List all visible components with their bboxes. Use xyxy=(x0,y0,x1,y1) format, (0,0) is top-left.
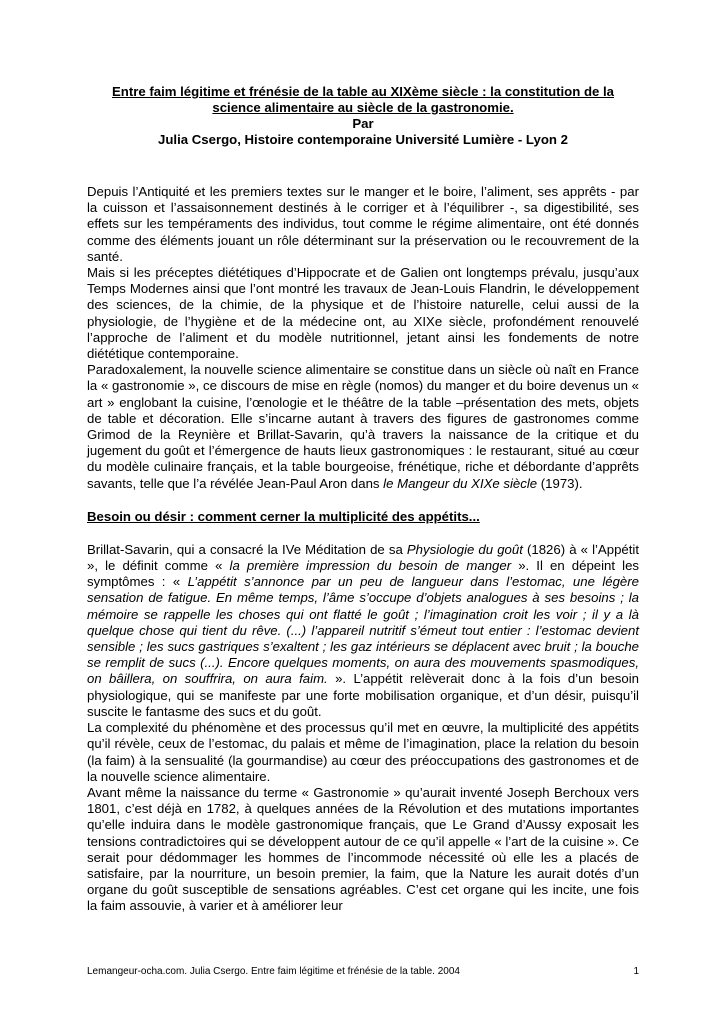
paragraph-4-text-a: Brillat-Savarin, qui a consacré la IVe Méditation de sa xyxy=(87,541,407,557)
title-author: Julia Csergo, Histoire contemporaine Université Lumière - Lyon 2 xyxy=(158,132,568,147)
section-heading: Besoin ou désir : comment cerner la multiplicité des appétits... xyxy=(87,508,480,524)
title-par: Par xyxy=(352,116,374,131)
paragraph-1: Depuis l’Antiquité et les premiers textes sur le manger et le boire, l’aliment, ses apprêts - par la cuisson et l’assaisonnement destinés à le corriger et à l’équilibrer -, sa digestibilité, ses effets sur les tempéraments des individus, tout comme le régime alimentaire, ont été donnés comme des éléments jouant un rôle déterminant sur la préservation ou le recouvrement de la santé. xyxy=(87,184,639,264)
paragraph-4 xyxy=(87,542,639,720)
paragraph-4-text-b: (1826) à « l’Appétit », le définit comme « xyxy=(87,541,639,574)
paragraph-6: Avant même la naissance du terme « Gastronomie » qu’aurait inventé Joseph Berchoux vers 1801, c’est déjà en 1782, à quelques années de la Révolution et des mutations importantes qu’elle induira dans le modèle gastronomique français, que Le Grand d’Aussy exposait les tensions contradictoires qui se développent autour de ce qu’il appelle « l’art de la cuisine ». Ce serait pour dédommager les hommes de l’incommode nécessité où elle les a placés de satisfaire, par la nourriture, un besoin premier, la faim, que la Nature les aurait dotés d’un organe du goût susceptible de sensations agréables. C’est cet organe qui les incite, une fois la faim assouvie, à varier et à améliorer leur xyxy=(87,784,639,914)
paragraph-5: La complexité du phénomène et des processus qu’il met en œuvre, la multiplicité des appétits qu’il révèle, ceux de l’estomac, du palais et même de l’imagination, place la relation du besoin (la faim) à la sensualité (la gourmandise) au cœur des préoccupations des gastronomes et de la nouvelle science alimentaire. xyxy=(87,720,639,784)
paragraph-4-italic-definition: la première impression du besoin de manger xyxy=(229,558,512,574)
paragraph-4-text-d: ». L’appétit relèverait donc à la fois d’un besoin physiologique, qui se manifeste par une forte mobilisation organique, et d’un désir, puisqu’il suscite le fantasme des sucs et du goût. xyxy=(87,671,639,719)
paragraph-4-italic-book: Physiologie du goût xyxy=(406,541,523,557)
page-footer xyxy=(87,966,639,978)
footer-text: Lemangeur-ocha.com. Julia Csergo. Entre faim légitime et frénésie de la table. 2004 xyxy=(87,966,460,977)
document-page xyxy=(87,84,639,915)
paragraph-4-text-c: ». Il en dépeint les symptômes : « xyxy=(87,558,639,590)
paragraph-3-italic-title: le Mangeur du XIXe siècle xyxy=(383,475,538,491)
paragraph-3-end: (1973). xyxy=(537,475,583,491)
paragraph-2: Mais si les préceptes diététiques d’Hippocrate et de Galien ont longtemps prévalu, jusqu’aux Temps Modernes ainsi que l’ont montré les travaux de Jean-Louis Flandrin, le développement des sciences, de la chimie, de la physique et de l’histoire naturelle, celui aussi de la physiologie, de l’hygiène et de la médecine ont, au XIXe siècle, profondément renouvelé l’approche de l’aliment et du modèle nutritionnel, jetant ainsi les fondements de notre diététique contemporaine. xyxy=(87,265,639,362)
paragraph-3 xyxy=(87,362,639,492)
paragraph-3-text: Paradoxalement, la nouvelle science alimentaire se constitue dans un siècle où naît en France la « gastronomie », ce discours de mise en règle (nomos) du manger et du boire devenus un « art » englobant la cuisine, l’œnologie et le théâtre de la table –présentation des mets, objets de table et décoration. Elle s’incarne autant à travers des figures de gastronomes comme Grimod de la Reynière et Brillat-Savarin, qu’à travers la naissance de la critique et du jugement du goût et l’émergence de hauts lieux gastronomiques : le restaurant, situé au cœur du modèle culinaire français, et la table bourgeoise, frénétique, riche et débordante d’apprêts savants, telle que l’a révélée Jean-Paul Aron dans xyxy=(87,362,640,491)
title-line-2: science alimentaire au siècle de la gastronomie. xyxy=(212,100,514,115)
title-block xyxy=(87,84,639,148)
paragraph-4-italic-quote: L’appétit s’annonce par un peu de langueur dans l’estomac, une légère sensation de fatigue. En même temps, l’âme s’occupe d’objets analogues à ses besoins ; la mémoire se rappelle les choses qui ont flatté le goût ; l’imagination croit les voir ; il y a là quelque chose qui tient du rêve. (...) l’appareil nutritif s’émeut tout entier : l’estomac devient sensible ; les sucs gastriques s’exaltent ; les gaz intérieurs se déplacent avec bruit ; la bouche se remplit de sucs (...). Encore quelques moments, on aura des mouvements spasmodiques, on bâillera, on souffrira, on aura faim. xyxy=(87,574,639,687)
title-line-1: Entre faim légitime et frénésie de la table au XIXème siècle : la constitution de la xyxy=(111,84,615,99)
page-number: 1 xyxy=(633,966,639,977)
